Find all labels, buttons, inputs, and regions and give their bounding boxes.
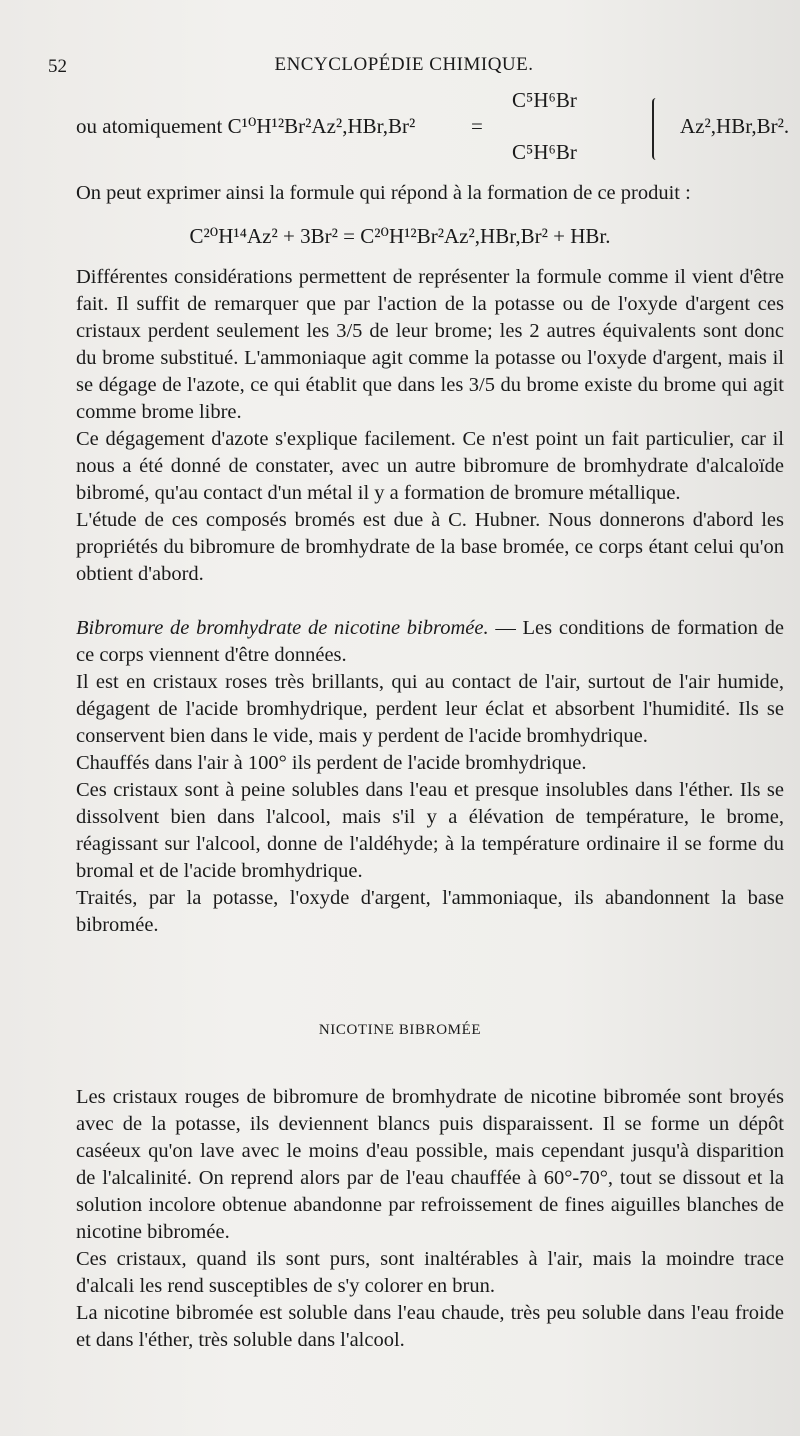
brace-glyph — [652, 98, 666, 160]
body-text-upper — [76, 264, 784, 939]
paragraph-stability: Ces cristaux, quand ils sont purs, sont inaltérables à l'air, mais la moindre trace d'alcali les rend susceptibles de s'y colorer en brun. — [76, 1248, 784, 1297]
compound-title: Bibromure de bromhydrate de nicotine bibromée. — [76, 617, 489, 639]
atomic-formula-stack-bottom: C⁵H⁶Br — [512, 140, 577, 164]
paragraph-treatment: Traités, par la potasse, l'oxyde d'argent, l'ammoniaque, ils abandonnent la base bibromée. — [76, 887, 784, 936]
paragraph-heating: Chauffés dans l'air à 100° ils perdent de l'acide bromhydrique. — [76, 752, 587, 774]
compound-title-rest: — Les conditions de formation de ce corps viennent d'être données. — [76, 617, 784, 666]
intro-paragraph-block — [76, 180, 784, 207]
paragraph-azote: Ce dégagement d'azote s'explique facilement. Ce n'est point un fait particulier, car il nous a été donné de constater, avec un autre bibromure de bromhydrate d'alcaloïde bibromé, qu'au contact d'un métal il y a formation de bromure métallique. — [76, 428, 784, 504]
intro-paragraph: On peut exprimer ainsi la formule qui répond à la formation de ce produit : — [76, 182, 691, 204]
atomic-formula-equals: = — [471, 114, 483, 138]
section-heading: NICOTINE BIBROMÉE — [318, 1022, 482, 1038]
atomic-formula-stack-top: C⁵H⁶Br — [512, 88, 577, 112]
paragraph-hubner: L'étude de ces composés bromés est due à C. Hubner. Nous donnerons d'abord les propriétés du bibromure de bromhydrate de la base bromée, ce corps étant celui qu'on obtient d'abord. — [76, 509, 784, 585]
atomic-formula — [76, 88, 790, 168]
reaction-formula: C²⁰H¹⁴Az² + 3Br² = C²⁰H¹²Br²Az²,HBr,Br² + HBr. — [189, 224, 611, 248]
atomic-formula-lead: ou atomiquement C¹⁰H¹²Br²Az²,HBr,Br² — [76, 114, 416, 138]
paragraph-solubility: Ces cristaux sont à peine solubles dans l'eau et presque insolubles dans l'éther. Ils se dissolvent bien dans l'alcool, mais s'il y a élévation de température, le brome, réagissant sur l'alcool, donne de l'aldéhyde; à la température ordinaire il se forme du bromal et de l'acide bromhydrique. — [76, 779, 784, 882]
atomic-formula-right: Az²,HBr,Br². — [680, 114, 790, 138]
running-title: ENCYCLOPÉDIE CHIMIQUE. — [274, 54, 534, 75]
paragraph-preparation: Les cristaux rouges de bibromure de bromhydrate de nicotine bibromée sont broyés avec de la potasse, ils deviennent blancs puis disparaissent. Il se forme un dépôt caséeux qu'on lave avec le moins d'eau possible, mais cependant jusqu'à disparition de l'alcalinité. On reprend alors par de l'eau chauffée à 60°-70°, tout se dissout et la solution incolore obtenue abandonne par refroissement de fines aiguilles blanches de nicotine bibromée. — [76, 1086, 784, 1243]
paragraph-crystals: Il est en cristaux roses très brillants, qui au contact de l'air, surtout de l'air humide, dégagent de l'acide bromhydrique, perdent leur éclat et absorbent l'humidité. Ils se conservent bien dans le vide, mais y perdent de l'acide bromhydrique. — [76, 671, 784, 747]
paragraph-solubility-base: La nicotine bibromée est soluble dans l'eau chaude, très peu soluble dans l'eau froide et dans l'éther, très soluble dans l'alcool. — [76, 1302, 784, 1351]
body-text-lower — [76, 1084, 784, 1354]
page-number: 52 — [48, 56, 67, 77]
paragraph-bibromure — [76, 615, 784, 669]
running-header — [48, 52, 760, 80]
paragraph-considerations: Différentes considérations permettent de représenter la formule comme il vient d'être fait. Il suffit de remarquer que par l'action de la potasse ou de l'oxyde d'argent ces cristaux perdent seulement les 3/5 de leur brome; les 2 autres équivalents sont donc du brome substitué. L'ammoniaque agit comme la potasse ou l'oxyde d'argent, mais il se dégage de l'azote, ce qui établit que dans les 3/5 du brome existe du brome qui agit comme brome libre. — [76, 266, 784, 423]
